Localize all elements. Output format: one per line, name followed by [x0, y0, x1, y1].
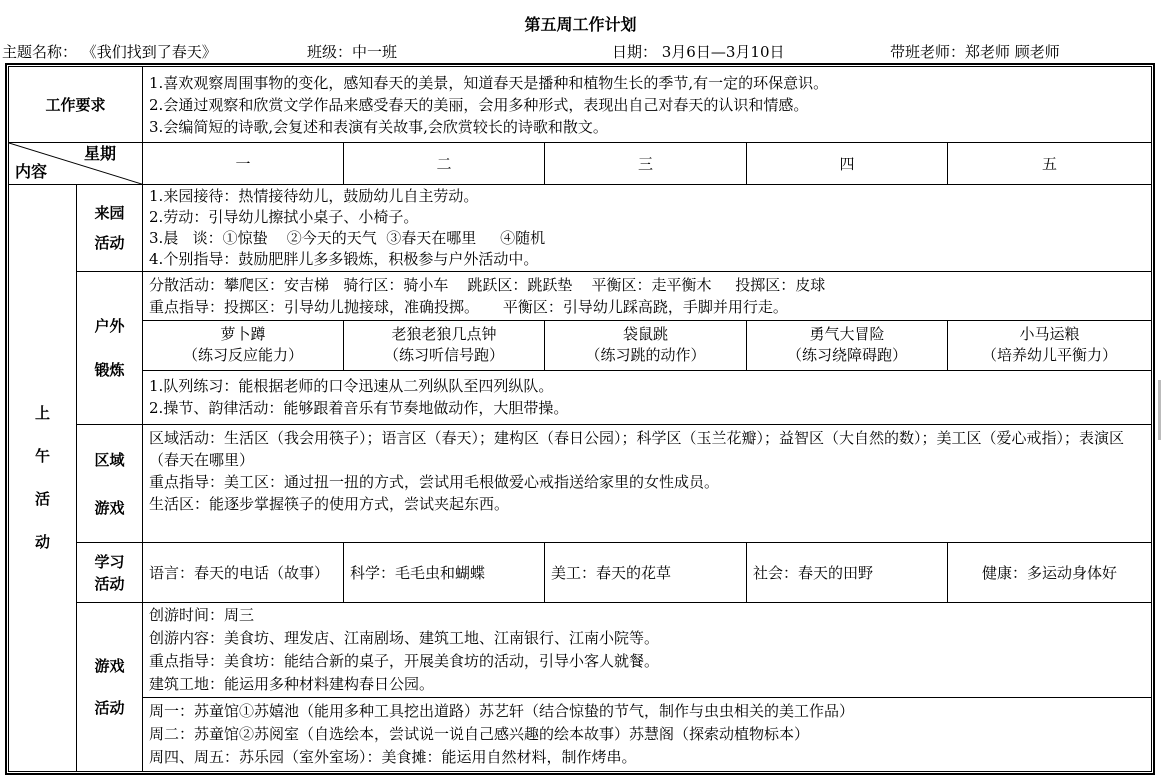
requirements-row [9, 67, 1152, 143]
requirement-item: 1.喜欢观察周围事物的变化，感知春天的美景，知道春天是播种和植物生长的季节,有一定的环保意识。 [149, 73, 829, 92]
day-friday: 五 [948, 143, 1152, 185]
date-range: 日期： 3月6日—3月10日 [612, 43, 785, 61]
game-goal: （练习绕障碍跑） [787, 346, 908, 365]
morning-label-char: 活 [34, 490, 50, 509]
outdoor-game [948, 320, 1152, 370]
page-title: 第五周工作计划 [524, 15, 637, 34]
play-schedule-item: 周四、周五：苏乐园（室外室场）：美食摊：能运用自然材料，制作烤串。 [149, 747, 637, 766]
arrival-label [77, 185, 143, 271]
outdoor-drill-item: 2.操节、韵律活动：能够跟着音乐有节奏地做动作，大胆带操。 [149, 399, 569, 418]
game-goal: （练习跳的动作） [585, 346, 706, 365]
play-schedule-row [9, 697, 1152, 771]
game-name: 老狼老狼几点钟 [391, 325, 497, 344]
header-row [9, 143, 1152, 185]
game-goal: （练习反应能力） [183, 346, 304, 365]
outdoor-label-line: 锻炼 [94, 360, 125, 379]
week-label: 星期 [84, 144, 117, 164]
area-games-row [9, 424, 1152, 542]
outdoor-scattered-row [9, 271, 1152, 320]
outdoor-scattered-item: 重点指导：投掷区：引导幼儿抛接球，准确投掷。 平衡区：引导幼儿踩高跷，手脚并用行走。 [149, 297, 788, 316]
learning-label-line: 学习 [94, 552, 125, 571]
morning-label-char: 午 [34, 447, 50, 466]
play-creative-item: 创游时间：周三 [149, 606, 255, 625]
play-label-line: 活动 [94, 699, 125, 718]
play-label-line: 游戏 [94, 657, 125, 676]
arrival-row [9, 185, 1152, 271]
morning-label-char: 上 [34, 404, 50, 423]
arrival-label-line: 来园 [94, 203, 125, 222]
area-item: 重点指导：美工区：通过扭一扭的方式，尝试用毛根做爱心戒指送给家里的女性成员。 [149, 472, 720, 491]
play-schedule-content [143, 697, 1152, 771]
area-games-label [77, 424, 143, 542]
game-name: 勇气大冒险 [809, 325, 885, 344]
requirements-label: 工作要求 [9, 67, 143, 143]
outdoor-label-line: 户外 [94, 316, 125, 335]
area-label-line: 游戏 [94, 498, 125, 517]
day-tuesday: 二 [344, 143, 545, 185]
play-schedule-item: 周二：苏童馆②苏阅室（自选绘本，尝试说一说自己感兴趣的绘本故事）苏慧阁（探索动植物标本） [149, 724, 810, 743]
area-label-line: 区域 [94, 450, 125, 469]
learning-label [77, 543, 143, 603]
play-creative-item: 建筑工地：能运用多种材料建构春日公园。 [149, 675, 435, 694]
outdoor-label [77, 271, 143, 424]
arrival-item: 1.来园接待：热情接待幼儿，鼓励幼儿自主劳动。 [149, 186, 479, 205]
game-goal: （练习听信号跑） [384, 346, 505, 365]
play-creative-content [143, 603, 1152, 697]
area-games-content [143, 424, 1152, 542]
learning-lesson-friday: 健康：多运动身体好 [948, 543, 1152, 603]
requirement-item: 3.会编简短的诗歌,会复述和表演有关故事,会欣赏较长的诗歌和散文。 [149, 117, 608, 136]
requirement-item: 2.会通过观察和欣赏文学作品来感受春天的美丽，会用多种形式，表现出自己对春天的认识和情感。 [149, 95, 809, 114]
outdoor-drills-content [143, 370, 1152, 424]
arrival-label-line: 活动 [94, 233, 125, 252]
game-name: 袋鼠跳 [623, 325, 669, 344]
class-name: 班级：中一班 [307, 43, 398, 61]
outdoor-scattered-item: 分散活动：攀爬区：安吉梯 骑行区：骑小车 跳跃区：跳跃垫 平衡区：走平衡木 投掷区：皮球 [149, 275, 826, 294]
arrival-item: 4.个别指导：鼓励肥胖儿多多锻炼，积极参与户外活动中。 [149, 249, 539, 268]
play-creative-item: 重点指导：美食坊：能结合新的桌子，开展美食坊的活动，引导小客人就餐。 [149, 652, 660, 671]
learning-lesson-wednesday: 美工：春天的花草 [545, 543, 747, 603]
learning-lesson-monday: 语言：春天的电话（故事） [143, 543, 344, 603]
morning-label-char: 动 [34, 533, 50, 552]
play-label [77, 603, 143, 772]
outdoor-game [545, 320, 747, 370]
day-wednesday: 三 [545, 143, 747, 185]
requirements-content [143, 67, 1152, 143]
game-goal: （培养幼儿平衡力） [982, 346, 1118, 365]
header-corner-cell [9, 143, 143, 185]
play-creative-row [9, 603, 1152, 697]
teachers: 带班老师：郑老师 顾老师 [890, 43, 1060, 61]
arrival-item: 2.劳动：引导幼儿擦拭小桌子、小椅子。 [149, 207, 419, 226]
area-item: 生活区：能逐步掌握筷子的使用方式，尝试夹起东西。 [149, 494, 510, 513]
learning-lesson-tuesday: 科学：毛毛虫和蝴蝶 [344, 543, 545, 603]
play-schedule-item: 周一：苏童馆①苏嬉池（能用多种工具挖出道路）苏艺轩（结合惊蛰的节气，制作与虫虫相关的美工作品） [149, 701, 855, 720]
outdoor-game [344, 320, 545, 370]
day-monday: 一 [143, 143, 344, 185]
arrival-item: 3.晨 谈：①惊蛰 ②今天的天气 ③春天在哪里 ④随机 [149, 228, 546, 247]
outdoor-game [747, 320, 948, 370]
content-label: 内容 [15, 162, 48, 182]
outdoor-drill-item: 1.队列练习：能根据老师的口令迅速从二列纵队至四列纵队。 [149, 377, 554, 396]
learning-row [9, 543, 1152, 603]
outdoor-games-row [9, 320, 1152, 370]
game-name: 小马运粮 [1019, 325, 1080, 344]
theme-name: 主题名称： 《我们找到了春天》 [2, 43, 217, 61]
weekly-plan-table [8, 66, 1152, 772]
morning-activities-label [9, 185, 77, 772]
outdoor-drills-row [9, 370, 1152, 424]
arrival-content [143, 185, 1152, 271]
area-item: 区域活动：生活区（我会用筷子）；语言区（春天）；建构区（春日公园）；科学区（玉兰花瓣）；益智区（大自然的数）；美工区（爱心戒指）；表演区（春天在哪里） [149, 428, 1125, 469]
day-thursday: 四 [747, 143, 948, 185]
learning-lesson-thursday: 社会：春天的田野 [747, 543, 948, 603]
game-name: 萝卜蹲 [220, 325, 266, 344]
outdoor-scattered-content [143, 271, 1152, 320]
outdoor-game [143, 320, 344, 370]
play-creative-item: 创游内容：美食坊、理发店、江南剧场、建筑工地、江南银行、江南小院等。 [149, 629, 660, 648]
learning-label-line: 活动 [94, 574, 125, 593]
